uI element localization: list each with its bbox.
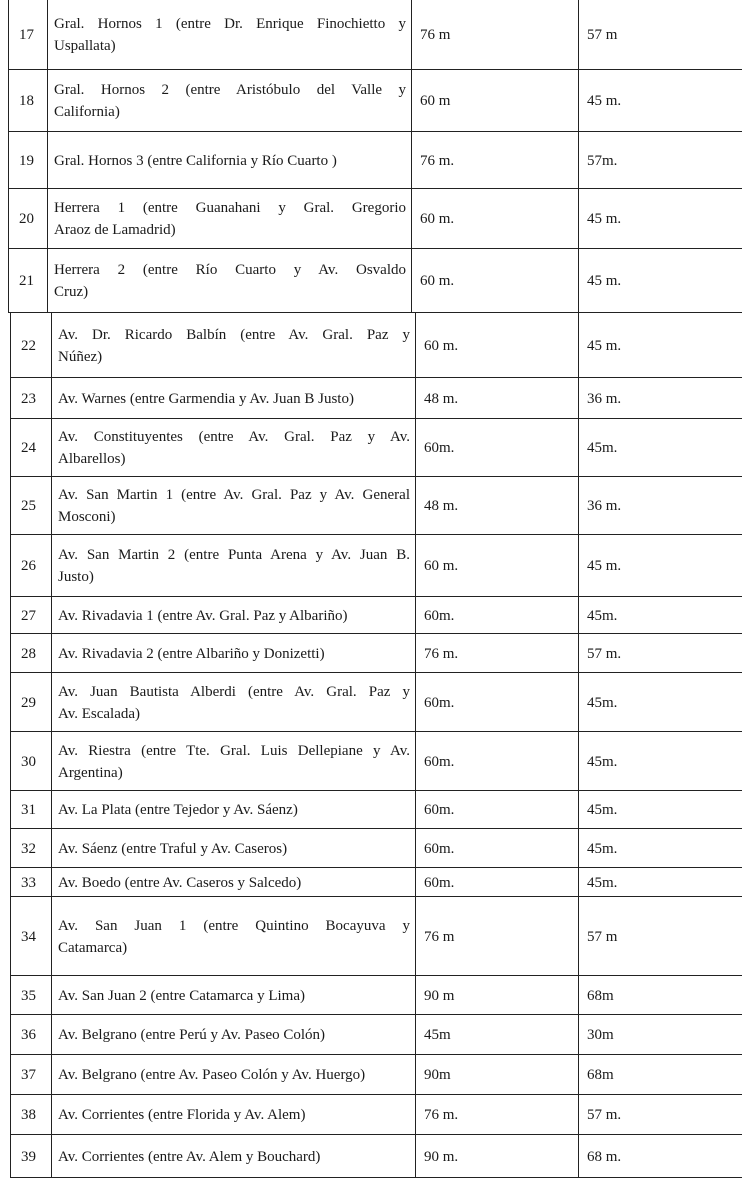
column-divider [578, 70, 579, 131]
value-column-b: 45m. [587, 802, 618, 818]
street-segment [58, 985, 410, 1007]
table-row [10, 829, 742, 868]
column-divider [415, 976, 416, 1014]
column-divider [578, 732, 579, 790]
value-column-b: 36 m. [587, 391, 622, 407]
column-divider [51, 673, 52, 731]
value-column-b: 45m. [587, 875, 618, 891]
street-segment-line: Av. Juan Bautista Alberdi (entre Av. Gral. Paz y [58, 684, 410, 700]
street-segment [58, 426, 410, 470]
column-divider [415, 634, 416, 672]
value-column-a: 60m. [424, 608, 455, 624]
street-segment-line: Núñez) [58, 349, 103, 365]
row-number: 33 [21, 875, 36, 891]
street-segment-line: Av. San Martin 2 (entre Punta Arena y Av. Juan B. [58, 547, 410, 563]
column-divider [578, 535, 579, 596]
value-column-a: 60m. [424, 695, 455, 711]
table-row [8, 0, 742, 70]
street-segment-line: Av. La Plata (entre Tejedor y Av. Sáenz) [58, 802, 298, 818]
column-divider [10, 897, 11, 975]
value-column-a: 48 m. [424, 391, 459, 407]
street-segment [54, 13, 406, 57]
column-divider [10, 732, 11, 790]
row-number: 29 [21, 695, 36, 711]
value-column-a: 45m [424, 1027, 451, 1043]
street-segment-line: Argentina) [58, 765, 123, 781]
street-segment [58, 799, 410, 821]
column-divider [415, 597, 416, 633]
column-divider [51, 829, 52, 867]
street-segment [58, 1024, 410, 1046]
table-row [10, 897, 742, 976]
value-column-b: 57 m. [587, 646, 622, 662]
column-divider [415, 477, 416, 534]
column-divider [10, 976, 11, 1014]
value-column-a: 90m [424, 1067, 451, 1083]
street-segment [58, 643, 410, 665]
street-segment-line: Herrera 1 (entre Guanahani y Gral. Gregorio [54, 200, 406, 216]
column-divider [51, 976, 52, 1014]
table-row [10, 419, 742, 477]
column-divider [10, 829, 11, 867]
column-divider [10, 378, 11, 418]
street-segment [54, 150, 406, 172]
column-divider [51, 791, 52, 828]
table-row [10, 1055, 742, 1095]
column-divider [415, 1015, 416, 1054]
value-column-a: 60 m [420, 93, 451, 109]
value-column-a: 60m. [424, 875, 455, 891]
column-divider [10, 535, 11, 596]
table-row [8, 249, 742, 313]
street-segment [58, 544, 410, 588]
row-number: 24 [21, 440, 36, 456]
value-column-b: 68m [587, 1067, 614, 1083]
street-segment [58, 388, 410, 410]
value-column-a: 60 m. [420, 273, 455, 289]
table-row [10, 673, 742, 732]
column-divider [51, 897, 52, 975]
table-row [10, 791, 742, 829]
street-segment-line: Albarellos) [58, 451, 126, 467]
table-row [10, 976, 742, 1015]
row-number: 19 [19, 153, 34, 169]
value-column-a: 60 m. [420, 211, 455, 227]
column-divider [8, 189, 9, 248]
column-divider [411, 0, 412, 69]
column-divider [8, 70, 9, 131]
column-divider [415, 1095, 416, 1134]
value-column-a: 60m. [424, 802, 455, 818]
column-divider [10, 1015, 11, 1054]
column-divider [415, 535, 416, 596]
table-row [10, 1015, 742, 1055]
value-column-a: 60m. [424, 841, 455, 857]
column-divider [578, 477, 579, 534]
column-divider [411, 70, 412, 131]
column-divider [51, 1135, 52, 1177]
street-segment [58, 605, 410, 627]
value-column-a: 90 m [424, 988, 455, 1004]
table-row [10, 1135, 742, 1178]
street-segment [58, 838, 410, 860]
table-row [10, 634, 742, 673]
row-number: 22 [21, 338, 36, 354]
column-divider [8, 132, 9, 188]
street-segment-line: Av. Escalada) [58, 706, 141, 722]
column-divider [578, 249, 579, 312]
row-number: 27 [21, 608, 36, 624]
value-column-b: 45 m. [587, 273, 622, 289]
street-segment [58, 1064, 410, 1086]
table-row [10, 868, 742, 897]
value-column-a: 60m. [424, 440, 455, 456]
column-divider [51, 597, 52, 633]
column-divider [51, 477, 52, 534]
row-number: 31 [21, 802, 36, 818]
street-segment-line: Av. Corrientes (entre Av. Alem y Bouchard) [58, 1149, 321, 1165]
street-segment-line: Av. Sáenz (entre Traful y Av. Caseros) [58, 841, 288, 857]
value-column-a: 76 m. [424, 1107, 459, 1123]
column-divider [8, 249, 9, 312]
table-row [10, 732, 742, 791]
column-divider [10, 1095, 11, 1134]
table-row [10, 597, 742, 634]
column-divider [10, 673, 11, 731]
value-column-b: 57 m [587, 27, 618, 43]
row-number: 28 [21, 646, 36, 662]
street-segment [58, 915, 410, 959]
value-column-b: 45 m. [587, 338, 622, 354]
row-number: 18 [19, 93, 34, 109]
column-divider [51, 732, 52, 790]
row-number: 23 [21, 391, 36, 407]
row-number: 20 [19, 211, 34, 227]
street-segment-line: California) [54, 104, 120, 120]
table-row [8, 70, 742, 132]
column-divider [415, 313, 416, 377]
table-row [10, 1095, 742, 1135]
column-divider [578, 132, 579, 188]
column-divider [415, 1055, 416, 1094]
street-segment-line: Mosconi) [58, 509, 116, 525]
column-divider [578, 868, 579, 896]
column-divider [10, 868, 11, 896]
row-number: 37 [21, 1067, 36, 1083]
column-divider [10, 419, 11, 476]
street-segment [58, 872, 410, 894]
value-column-b: 45m. [587, 440, 618, 456]
street-segment-line: Av. Dr. Ricardo Balbín (entre Av. Gral. Paz y [58, 327, 410, 343]
table-row [8, 189, 742, 249]
column-divider [10, 791, 11, 828]
column-divider [51, 1015, 52, 1054]
street-segment-line: Gral. Hornos 3 (entre California y Río Cuarto ) [54, 153, 337, 169]
column-divider [51, 535, 52, 596]
value-column-b: 45m. [587, 695, 618, 711]
column-divider [51, 419, 52, 476]
column-divider [415, 378, 416, 418]
column-divider [51, 868, 52, 896]
column-divider [10, 1055, 11, 1094]
column-divider [411, 249, 412, 312]
column-divider [51, 634, 52, 672]
column-divider [578, 378, 579, 418]
value-column-a: 76 m [420, 27, 451, 43]
column-divider [47, 189, 48, 248]
street-segment [54, 259, 406, 303]
value-column-a: 76 m. [424, 646, 459, 662]
column-divider [415, 868, 416, 896]
column-divider [10, 634, 11, 672]
column-divider [10, 477, 11, 534]
column-divider [415, 732, 416, 790]
row-number: 26 [21, 558, 36, 574]
value-column-a: 90 m. [424, 1149, 459, 1165]
table-row [10, 535, 742, 597]
value-column-b: 68 m. [587, 1149, 622, 1165]
column-divider [578, 673, 579, 731]
value-column-b: 57 m [587, 929, 618, 945]
column-divider [47, 0, 48, 69]
street-segment [54, 197, 406, 241]
street-segment [58, 484, 410, 528]
column-divider [47, 70, 48, 131]
column-divider [10, 1135, 11, 1177]
value-column-b: 57m. [587, 153, 618, 169]
street-segment-line: Herrera 2 (entre Río Cuarto y Av. Osvaldo [54, 262, 406, 278]
column-divider [415, 1135, 416, 1177]
column-divider [415, 829, 416, 867]
column-divider [51, 313, 52, 377]
value-column-a: 48 m. [424, 498, 459, 514]
row-number: 39 [21, 1149, 36, 1165]
column-divider [578, 1015, 579, 1054]
street-segment-line: Catamarca) [58, 940, 128, 956]
column-divider [578, 189, 579, 248]
row-number: 25 [21, 498, 36, 514]
street-segment-line: Av. Boedo (entre Av. Caseros y Salcedo) [58, 875, 302, 891]
column-divider [51, 1055, 52, 1094]
column-divider [578, 1135, 579, 1177]
column-divider [578, 976, 579, 1014]
value-column-b: 45 m. [587, 558, 622, 574]
street-segment-line: Av. Riestra (entre Tte. Gral. Luis Dellepiane y Av. [58, 743, 410, 759]
value-column-b: 45m. [587, 754, 618, 770]
row-number: 35 [21, 988, 36, 1004]
column-divider [578, 313, 579, 377]
column-divider [47, 249, 48, 312]
table-row [10, 313, 742, 378]
column-divider [578, 1095, 579, 1134]
street-segment-line: Av. San Juan 2 (entre Catamarca y Lima) [58, 988, 305, 1004]
table-row [8, 132, 742, 189]
street-segment-line: Justo) [58, 569, 94, 585]
value-column-b: 68m [587, 988, 614, 1004]
column-divider [10, 597, 11, 633]
street-segment-line: Av. Corrientes (entre Florida y Av. Alem) [58, 1107, 306, 1123]
value-column-b: 45 m. [587, 93, 622, 109]
column-divider [415, 791, 416, 828]
table-row [10, 378, 742, 419]
column-divider [578, 897, 579, 975]
value-column-a: 76 m. [420, 153, 455, 169]
street-segment-line: Araoz de Lamadrid) [54, 222, 176, 238]
column-divider [415, 673, 416, 731]
street-segment-line: Av. Rivadavia 1 (entre Av. Gral. Paz y Albariño) [58, 608, 348, 624]
value-column-a: 60 m. [424, 558, 459, 574]
column-divider [578, 419, 579, 476]
street-segment-line: Av. Constituyentes (entre Av. Gral. Paz y Av. [58, 429, 410, 445]
street-segment-line: Av. Belgrano (entre Perú y Av. Paseo Colón) [58, 1027, 326, 1043]
street-segment-line: Gral. Hornos 1 (entre Dr. Enrique Finochietto y [54, 16, 406, 32]
street-segment-line: Av. Belgrano (entre Av. Paseo Colón y Av. Huergo) [58, 1067, 366, 1083]
value-column-b: 30m [587, 1027, 614, 1043]
row-number: 17 [19, 27, 34, 43]
column-divider [51, 378, 52, 418]
column-divider [578, 0, 579, 69]
street-segment [58, 681, 410, 725]
street-segment [54, 79, 406, 123]
column-divider [578, 597, 579, 633]
street-segment-line: Av. San Martin 1 (entre Av. Gral. Paz y Av. General [58, 487, 410, 503]
column-divider [415, 419, 416, 476]
column-divider [411, 189, 412, 248]
row-number: 34 [21, 929, 36, 945]
value-column-b: 45m. [587, 841, 618, 857]
value-column-b: 45 m. [587, 211, 622, 227]
street-segment-line: Av. San Juan 1 (entre Quintino Bocayuva y [58, 918, 410, 934]
column-divider [10, 313, 11, 377]
row-number: 30 [21, 754, 36, 770]
value-column-b: 57 m. [587, 1107, 622, 1123]
column-divider [411, 132, 412, 188]
street-segment-line: Av. Warnes (entre Garmendia y Av. Juan B Justo) [58, 391, 354, 407]
row-number: 21 [19, 273, 34, 289]
column-divider [578, 634, 579, 672]
row-number: 32 [21, 841, 36, 857]
street-segment-line: Gral. Hornos 2 (entre Aristóbulo del Valle y [54, 82, 406, 98]
street-segment [58, 740, 410, 784]
column-divider [578, 829, 579, 867]
street-segment-line: Cruz) [54, 284, 89, 300]
street-segment-line: Av. Rivadavia 2 (entre Albariño y Donizetti) [58, 646, 325, 662]
street-segment-line: Uspallata) [54, 38, 116, 54]
column-divider [415, 897, 416, 975]
street-segment [58, 1104, 410, 1126]
column-divider [8, 0, 9, 69]
value-column-a: 76 m [424, 929, 455, 945]
street-segment [58, 324, 410, 368]
column-divider [578, 791, 579, 828]
column-divider [51, 1095, 52, 1134]
row-number: 36 [21, 1027, 36, 1043]
table-row [10, 477, 742, 535]
column-divider [578, 1055, 579, 1094]
value-column-a: 60m. [424, 754, 455, 770]
column-divider [47, 132, 48, 188]
row-number: 38 [21, 1107, 36, 1123]
value-column-b: 36 m. [587, 498, 622, 514]
value-column-b: 45m. [587, 608, 618, 624]
value-column-a: 60 m. [424, 338, 459, 354]
street-segment [58, 1146, 410, 1168]
